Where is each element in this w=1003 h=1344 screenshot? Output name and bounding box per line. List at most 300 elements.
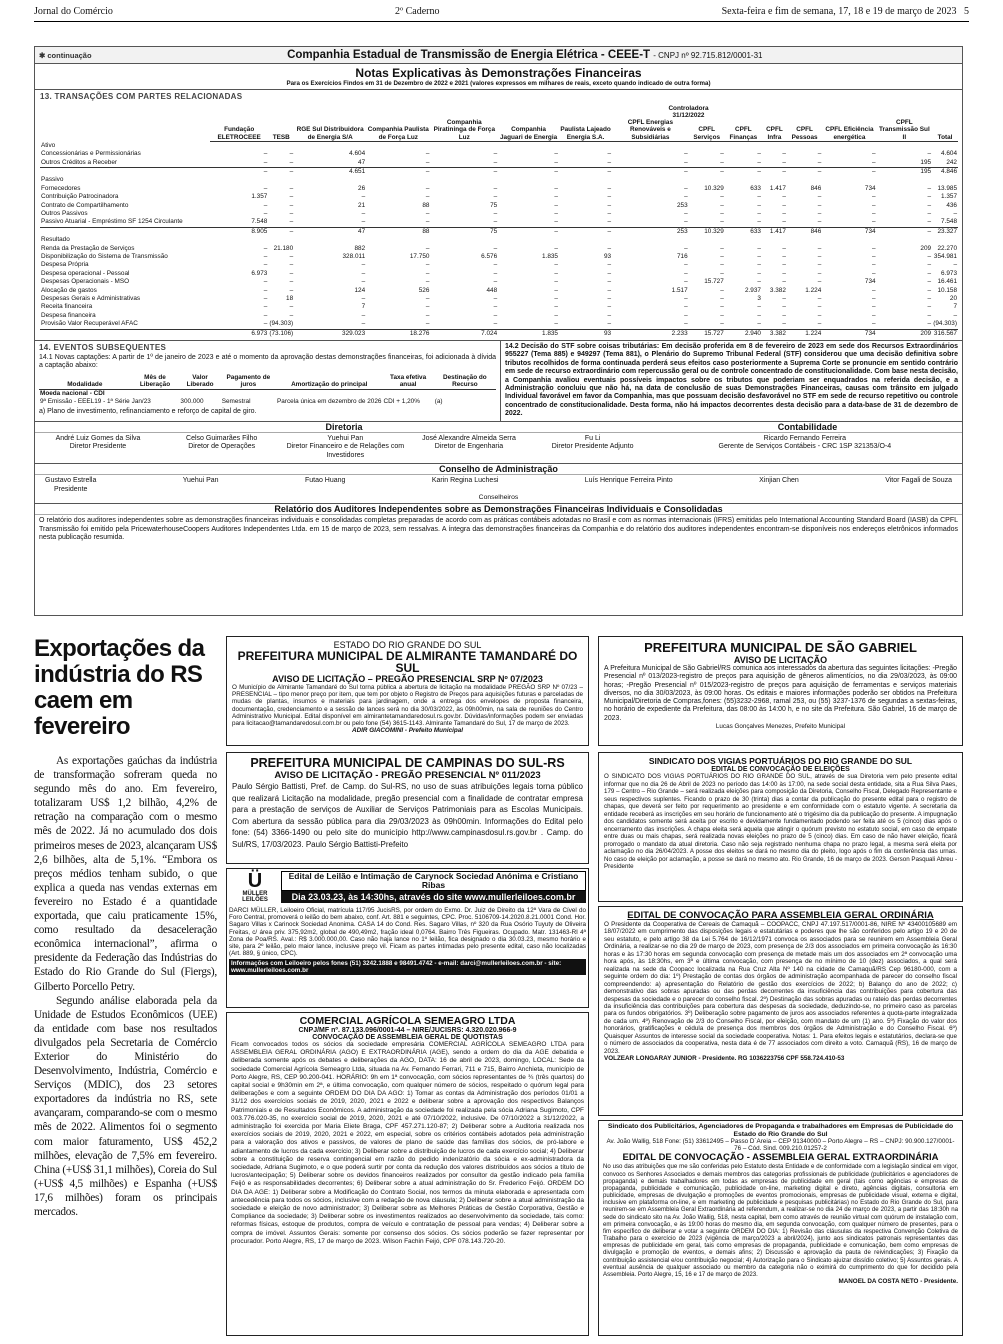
table-column-header: CPFL Eficiência energética (822, 119, 876, 142)
table-cell: – (430, 167, 498, 176)
table-cell: 4.604 (349, 150, 366, 158)
table-cell: – (720, 150, 724, 158)
table-cell: – (817, 295, 822, 303)
table-cell: – (289, 184, 294, 192)
table-cell: – (554, 150, 558, 158)
table-cell: – (684, 193, 688, 201)
table-cell: 21 (358, 201, 366, 209)
table-cell (430, 142, 498, 150)
ad-signature: ADIR GIACOMINI - Prefeito Municipal (352, 727, 463, 735)
signer-name: Vitor Fagali de Souza (885, 476, 952, 484)
table-cell: – (554, 286, 558, 294)
table-cell: – (366, 167, 430, 176)
table-cell: – (498, 167, 559, 176)
table-cell: – (263, 295, 268, 303)
table-cell: 253 (612, 227, 689, 236)
table-cell: – (493, 278, 498, 286)
auction-title: Edital de Leilão e Intimação de Carynock Sociedad Anónima e Cristiano Ribas (281, 871, 586, 891)
table-cell: 846 (787, 227, 822, 236)
table-cell: – (554, 303, 558, 311)
table-cell: – (720, 209, 724, 217)
table-cell: 7.548 (251, 218, 268, 226)
ad-subtitle: AVISO DE LICITAÇÃO (733, 655, 828, 665)
table-cell: – (263, 303, 268, 311)
funding-cell: 300.000 (180, 398, 204, 406)
table-cell: – (684, 244, 688, 252)
table-cell: 6.973 (251, 269, 268, 277)
table-cell: 23.327 (932, 227, 958, 236)
table-row (40, 142, 958, 150)
table-cell: – (684, 261, 688, 269)
ad-semeagro (226, 1012, 589, 1336)
article-paragraph-1: As exportações gaúchas da indústria de transformação sofreram queda no segundo mês do ano. Em fevereiro, totalizaram US$ 1,2 bilhão, 4,2% de retração na comparação com o mesmo mês de 2022. Já no acumulado dos dois primeiros meses de 2023, alcançaram US$ 2,6 bilhões, alta de 5,1%. “Embora os preços médios tenham subido, o que explica a queda nas vendas externas em fevereiro no Estado é a quantidade exportada, que caiu praticamente 15%, como resultado da desaceleração econômica internacional”, afirma o presidente da Federação das Indústrias do Estado do Rio Grande do Sul (Fiergs), Gilberto Porcello Petry. (34, 755, 217, 993)
signer-role: Diretor de Operações (188, 443, 256, 451)
table-cell: – (425, 209, 430, 217)
table-column-header: Total (932, 119, 958, 142)
signer-name: Luís Henrique Ferreira Pinto (584, 476, 673, 484)
table-cell: 13.985 (937, 184, 957, 192)
ad-text: O SINDICATO DOS VIGIAS PORTUÁRIOS DO RIO GRANDE DO SUL, através de sua Diretoria vem pelo presente edital informar que no dia 26 de Abril de 2023 no período das 14:00 às 17:00, na sede social desta entidade, sita a Rua Silva Paes, 179 – Centro – Rio Grande – será realizada eleições para composição da Diretoria, Conselho Fiscal, Delegado Representante e seus respectivos suplentes. Ficando o prazo de 30 (trinta) dias a contar da publicação do presente edital para o registro de chapas, que deverá ser feito por requerimento ao presidente e em conformidade com o estatuto vigente. A secretaria da entidade receberá as inscrições em seu horário de funcionamento até o trigésimo dia da publicação do presente. A impugnação dos candidatos somente será aceita por escrito e devidamente fundamentado podendo ser feita até os 5 (cinco) dias após o encerramento das inscrições. A chapa eleita será aquela que atingir o quórum previsto no estatuto social, em caso de empate entre duas ou mais chapas, será realizada novas eleições no prazo de 5 (cinco) dias. Em caso de não haver eleição, ficará prorrogado o mandato da atual diretoria. Caso não seja registrado nenhuma chapa no prazo legal, a mesma será eleita por aclamação no dia 26/04/2023. A posse dos eleitos se dará no mesmo dia do pleito, logo após o fim da conferência das urnas. No caso de eleição por aclamação, a posse se dará no mesmo ato. Rio Grande, 16 de março de 2023. Gerson Pasquali Abreu - Presidente (604, 773, 957, 870)
table-cell: 526 (418, 286, 430, 294)
table-cell: – (493, 303, 498, 311)
table-cell: – (554, 193, 558, 201)
signer-role: Presidente (53, 485, 88, 493)
table-cell: – (554, 184, 558, 192)
table-cell: – (720, 244, 724, 252)
ad-text: A Prefeitura Municipal de São Gabriel/RS comunica aos interessados da abertura das seguintes licitações: -Pregão Presencial nº 013/2023-registro de preços para aquisição de gêneros alimentícios, no dia 29/03/2023, às 09:00 horas; -Pregão Presencial nº 015/2023-registro de preços para aquisição de ferramentas e serviços materiais diversos, no dia 30/03/2023, às 09:00 horas. Os editais e maiores informações poderão ser obtidos na Prefeitura Municipal/Diretoria de Compras,fones: (55)3232-2968, ramal 253, ou (55) 3237-1376 de segundas a sextas-feiras, no horário de expediente da Prefeitura, das 08:00 às 14:00 h, e no site da Prefeitura. São Gabriel, 16 de março de 2023. (604, 665, 957, 722)
table-cell: – (607, 320, 612, 328)
table-cell: – (927, 193, 932, 201)
row-label (40, 167, 210, 176)
table-cell: – (493, 295, 498, 303)
muller-logo: Ü MÜLLER LEILÕES (229, 871, 281, 905)
table-cell: – (425, 261, 430, 269)
board-member-signature (585, 477, 673, 495)
diretoria-title: Diretoria (325, 421, 363, 432)
table-cell: – (927, 201, 932, 209)
table-cell: – (782, 150, 786, 158)
table-cell: – (782, 295, 786, 303)
table-cell: 75 (430, 227, 498, 236)
table-cell (294, 236, 366, 244)
table-row (40, 245, 958, 253)
row-label: Ativo (41, 141, 56, 149)
table-cell: – (425, 158, 430, 166)
ad-title: COMERCIAL AGRÍCOLA SEMEAGRO LTDA (299, 1015, 516, 1027)
table-cell: 6.973 (210, 329, 268, 338)
contabilidade-title: Contabilidade (777, 421, 838, 432)
table-cell: – (817, 158, 822, 166)
table-cell: 26 (358, 184, 366, 192)
table-cell: 10.329 (704, 184, 724, 192)
table-cell: – (872, 311, 876, 319)
table-cell: – (493, 184, 498, 192)
table-cell: – (684, 320, 688, 328)
table-cell: – (757, 253, 761, 260)
union-name: Sindicato dos Publicitários, Agenciadores de Propaganda e trabalhadores em Empresas de Publicidade do Estado do Rio Grande do Sul (607, 1123, 954, 1138)
row-label: Resultado (41, 236, 70, 244)
funding-cell: CDI + 1,20% (383, 398, 420, 406)
row-label (40, 227, 210, 236)
union-address: Av. João Wallig, 518 Fone: (51) 33612495 – Passo D´Areia – CEP 91340000 – Porto Alegre – RS – CNPJ: 90.900.127/0001-76 – Cód. Sind. 009.210.01257-2 (606, 1138, 955, 1153)
table-row (40, 167, 958, 176)
ad-title: PREFEITURA MUNICIPAL DE CAMPINAS DO SUL-RS (250, 756, 565, 770)
table-column-header: CPFL Energias Renováveis e Subsidiárias (612, 119, 689, 142)
table-cell: – (607, 311, 612, 319)
signer-role: Diretor Financeiro e de Relações com Investidores (286, 443, 405, 460)
table-cell: 436 (946, 201, 957, 209)
table-cell: – (268, 167, 294, 176)
article-headline: Exportações da indústria do RS caem em fevereiro (34, 635, 205, 740)
signer-role: Diretor Presidente Adjunto (551, 443, 634, 451)
table-cell (498, 236, 559, 244)
table-cell: – (493, 244, 498, 252)
signer-name: Gustavo Estrella (45, 476, 97, 484)
table-row (40, 176, 958, 184)
table-cell: – (872, 320, 876, 328)
table-cell: – (782, 311, 786, 319)
table-cell: 734 (822, 227, 876, 236)
row-label: Despesa Própria (41, 261, 89, 269)
funding-column-header: Taxa efetiva anual (382, 374, 433, 389)
table-cell: – (720, 303, 724, 311)
row-label: Fornecedores (41, 184, 81, 192)
funding-cell: Semestral (221, 398, 251, 406)
ad-title: EDITAL DE CONVOCAÇÃO PARA ASSEMBLEIA GERAL ORDINÁRIA (627, 910, 934, 921)
table-cell: – (361, 320, 366, 328)
table-cell: 734 (822, 329, 876, 338)
board-title: Conselho de Administração (35, 463, 962, 474)
director-signature (410, 435, 528, 461)
table-cell (612, 176, 689, 184)
ad-sao-gabriel (598, 636, 963, 746)
table-cell: – (953, 311, 957, 319)
table-cell (210, 236, 268, 244)
news-article (34, 636, 217, 1219)
table-cell: – (817, 218, 822, 226)
table-cell: – (493, 320, 498, 328)
table-cell: – (689, 167, 725, 176)
table-cell: – (720, 253, 724, 260)
table-cell: – (289, 150, 294, 158)
row-label: Outros Passivos (41, 209, 88, 217)
table-cell: – (872, 303, 876, 311)
table-cell: – (684, 303, 688, 311)
table-cell: – (817, 209, 822, 217)
table-cell: – (607, 201, 612, 209)
table-cell: – (872, 150, 876, 158)
table-cell: – (782, 218, 786, 226)
signer-name: Xinjian Chen (759, 476, 799, 484)
table-cell: 2.233 (612, 329, 689, 338)
table-cell: – (720, 286, 724, 294)
table-cell: 124 (354, 286, 366, 294)
director-signature (163, 435, 281, 461)
board-member-signature (183, 477, 219, 495)
table-column-header: Companhia Paulista de Força Luz (366, 119, 430, 142)
table-cell (932, 142, 958, 150)
table-cell: – (872, 261, 876, 269)
table-cell: 93 (604, 253, 612, 260)
table-row (40, 278, 958, 286)
table-cell: – (757, 218, 761, 226)
table-column-header: CPFL Pessoas (787, 119, 822, 142)
table-cell: – (289, 193, 294, 201)
table-cell: – (757, 158, 761, 166)
table-cell: – (263, 201, 268, 209)
funding-cell: (a) (434, 398, 443, 406)
signer-role: Diretor de Engenharia (434, 443, 504, 451)
stf-decision-text: 14.2 Decisão do STF sobre coisas tributárias: Em decisão proferida em 8 de fevereiro de 2023 em sede dos Recursos Extraordinários 955227 (Tema 885) e 949297 (Tema 881), o Plenário do Supremo Tribunal Federal (STF) considerou que uma decisão definitiva sobre tributos recolhidos de forma continuada perderá seus efeitos caso posteriormente a Suprema Corte se pronuncie em sentido contrário em sede de recurso extraordinário com repercussão geral ou de controle concentrado de constitucionalidade. Com base nesta decisão, a Companhia avaliou eventuais possíveis impactos sobre os tributos que poderiam ser enquadrados na referida decisão, e a Administração concluiu que não há, na data de conclusão de suas Demonstrações Financeiras, causas com trânsito em julgado Individual favorável em favor da Companhia, mas que possuam decisão desfavorável no STF em sede de recurso repetitivo ou controle concentrado de constitucionalidade. Desta forma, não há impactos decorrentes desta decisão para a data-base de 31 de dezembro de 2022. (505, 343, 958, 418)
board-member-signature (885, 477, 952, 495)
table-cell: – (263, 286, 268, 294)
signer-name: Yuehui Pan (182, 476, 219, 484)
table-column-header: RGE Sul Distribuidora de Energia S/A (294, 119, 366, 142)
table-cell: – (872, 295, 876, 303)
table-cell: 354.981 (933, 253, 957, 260)
table-cell: – (289, 261, 294, 269)
row-label (40, 329, 210, 338)
ad-text: Ficam convocados todos os sócios da sociedade empresária COMERCIAL AGRÍCOLA SEMEAGRO LTDA para ASSEMBLEIA GERAL ORDINÁRIA (AGO) E EXTRAORDINÁRIA (AGE), sendo a ordem do dia da AGE debatida e deliberada somente após os debates e deliberações da AGO, DATA: 16 de abril de 2023, domingo, LOCAL: Sede da sociedade Comercial Agrícola Semeagro Ltda, situada na Av. Fernando Ferrari, 711 e 715, Bairro Anchieta, município de Porto Alegre, RS, CEP 90.200-041. HORÁRIO: 9h em 1ª convocação, com sócios representantes de ¾ (três quartos) do capital social e 9h30min em 2ª, e última convocação, com qualquer número de sócios, respeitado o quórum legal para deliberações e com a seguinte ORDEM DO DIA DA AGO: 1) Tomar as contas da Administração dos períodos 01/01 a 31/12 dos exercícios sociais de 2019, 2020, 2021 e 2022 e deliberar sobre a aprovação dos respectivos Balanços Patrimoniais e de Resultados Econômicos. A administração da sociedade foi realizada pela sócia Adriana Sugimoto, CPF 003.776.020-35, no exercício social de 2019, 2020, 2021 e até 07/10/2022, inclusive. De 07/10/2022 a 31/12/2022, a administração foi exercida por Maria Eliete Braga, CPF 457.271.120-87; 2) Deliberar sobre a Auditoria realizada nos exercícios sociais de 2019, 2020, 2021 e 2022, em especial, sobre os critérios contábeis adotados pela administração para a valoração dos ativos e passivos, de valores de plano de saúde das famílias dos sócios, de pró-labore e adiantamento de lucros da cada exercício; 3) Deliberar sobre a distribuição de lucros de cada exercício social; 4) Deliberar sobre a constituição de reserva contingencial em razão do pedido indenizatório da sócia e ex-administradora da sociedade, Adriana Sugimoto, e o que poderá surtir por conta da redução dos valores distribuídos aos sócios a título de lucros/antecipação; 5) Deliberar sobre os devidos financeiros realizados por consultor da gestão indicado pela família Feijó e as responsabilidades decorrentes; 6) Deliberar sobre a atual administração do Sr. Frederico Feijó. ORDEM DO DIA DA AGE: 1) Deliberar sobre a Modificação do Contrato Social, nos termos da minuta elaborada e apresentada com antecedência para todos os sócios, inclusive com a redação de nova cláusula; 2) Deliberar sobre a atual administração da sociedade e eleição de novo administrador; 3) Deliberar sobre as Melhores Práticas de Gestão Corporativa, Gestão e Compliance da sociedade; 3) Deliberar sobre os investimentos realizados ao desenvolvimento da sociedade, tais como: reformas físicas, estoque de produtos, compra de veículo e contratação de pessoal para vendas; 4) Deliberar sobre a compra de imóvel. Assuntos Gerais: somente por consenso dos sócios. Os sócios poderão se fazer representar por procurador. Porto Alegre, RS, 17 de março de 2023. Wilson Fachin Feijó, CPF 078.143.720-20. (231, 1041, 584, 1245)
table-row (40, 150, 958, 158)
row-label: Despesas Operacionais - MSO (41, 278, 130, 286)
table-cell: – (927, 261, 932, 269)
table-cell: – (817, 320, 822, 328)
ad-text: O Presidente da Cooperativa de Cereais de Camaquã – COOPACC, CNPJ 47.197.517/0001-86, NIRE Nº 43400105689 em 18/07/2022 em cumprimento das disposições legais e estatutárias e poderes que lhe são conferidos pelo artigo 19 e 20 de seu estatuto, e pelo artigo 38 da Lei 5.764 de 16/12/1971 convoca os associados para se reunirem em Assembleia Geral Ordinária, a realizar-se no dia 29 de março de 2023, com presença de 2/3 dos associados em primeira convocação às 16:30 horas e às 17:30 horas em segunda convocação com presença de metade mais um dos associados em 2ª convocação uma hora após, às 18:30hs, em 3ª e última convocação, com presença de no mínimo de 10 (dez) associados, a qual será realizada na sede da Coopacc localizada na Rua Cruz Alta Nº 140 na cidade de Camaquã/RS Cep 96180-000, com a seguinte ordem do dia: 1º) Prestação de contas dos órgãos de administração acompanhada de parecer do conselho fiscal compreendendo: a) apresentação do Relatório de gestão dos exercícios de 2022; b) Balanço do ano de 2022; c) demonstrativo das sobras apuradas ou das perdas decorrentes da insuficiência das contribuições para cobertura das despesas da sociedade e o parecer do conselho fiscal. 2º) Destinação das sobras apuradas ou rateio das perdas decorrentes da insuficiência das contribuições para cobertura das despesas da sociedade, deduzindo-se, no primeiro caso as parcelas para os fundos obrigatórios. 3º) Deliberação sobre pagamento de juros aos associados referentes a quota-parte integralizada de cada um. 4º) Renovação de 2/3 do Conselho Fiscal, por eleição, com mandato de um (1) ano. 5º) Fixação do valor dos honorários, gratificações e cédula de presença dos membros dos órgãos de Administração e do Conselho Fiscal. 6º) Quaisquer Assuntos de interesse social da sociedade cooperativa. Notas: 1. Para efeitos legais e estatutários, declara-se que o número de associados da cooperativa, nesta data é de 77 associados com direito a voto. Camaquã (RS), 16 de março de 2023. (604, 921, 957, 1055)
table-cell: – (361, 311, 366, 319)
directors-signatures (35, 432, 962, 463)
notice-title-bar (35, 47, 962, 64)
signer-name: Celso Guimarães Filho (186, 434, 258, 442)
table-cell (932, 236, 958, 244)
table-cell: 448 (486, 286, 498, 294)
continuation-label: ✱ continuação (39, 50, 92, 60)
table-cell (294, 142, 366, 150)
funding-cell: Jan/23 (131, 398, 151, 406)
table-cell: – (361, 295, 366, 303)
table-cell (762, 176, 787, 184)
table-cell: – (554, 244, 558, 252)
table-cell: 4.651 (294, 167, 366, 176)
table-cell (787, 236, 822, 244)
table-cell: – (684, 311, 688, 319)
funding-column-header: Pagamento de juros (221, 374, 276, 389)
table-cell: – (493, 193, 498, 201)
ad-title: PREFEITURA MUNICIPAL DE ALMIRANTE TAMANDARÉ DO SUL (237, 649, 578, 675)
table-cell: – (289, 253, 294, 260)
table-cell: – (757, 269, 761, 277)
table-cell: – (210, 167, 268, 176)
table-column-header: TESB (268, 119, 294, 142)
table-row (40, 185, 958, 193)
table-cell: – (607, 278, 612, 286)
board-member-signature (45, 477, 96, 495)
table-cell: – (684, 278, 688, 286)
table-cell: – (554, 269, 558, 277)
table-cell: – (927, 269, 932, 277)
table-cell: 75 (490, 201, 498, 209)
table-cell: – (720, 320, 724, 328)
table-cell: – (263, 184, 268, 192)
table-cell: 209 (920, 244, 932, 252)
table-cell: – (872, 269, 876, 277)
table-cell: – (289, 269, 294, 277)
accountant-signature: Ricardo Fernando Ferreira Gerente de Serviços Contábeis - CRC 1SP 321353/O-4 (718, 434, 892, 451)
ad-state-label: ESTADO DO RIO GRANDE DO SUL (333, 640, 482, 650)
table-row (40, 320, 958, 329)
table-cell: – (607, 261, 612, 269)
table-cell: – (757, 320, 761, 328)
table-cell (430, 176, 498, 184)
table-cell (787, 176, 822, 184)
table-cell: – (757, 303, 761, 311)
table-cell: – (607, 295, 612, 303)
table-cell: – (762, 167, 787, 176)
table-cell: 1.224 (787, 329, 822, 338)
table-cell: – (817, 261, 822, 269)
table-cell: 633 (725, 227, 762, 236)
table-cell: 3.382 (762, 329, 787, 338)
table-cell: – (425, 269, 430, 277)
table-cell: – (927, 218, 932, 226)
table-cell: – (263, 244, 268, 252)
table-cell: – (757, 278, 761, 286)
ad-title: SINDICATO DOS VIGIAS PORTUÁRIOS DO RIO GRANDE DO SUL (648, 756, 913, 766)
table-cell: – (559, 227, 612, 236)
director-signature (39, 435, 157, 461)
table-row (40, 193, 958, 201)
table-cell: – (289, 201, 294, 209)
table-cell (877, 236, 932, 244)
ad-title: EDITAL DE CONVOCAÇÃO - ASSEMBLEIA GERAL EXTRAORDINÁRIA (622, 1152, 939, 1164)
table-column-header: Companhia Piratininga de Força Luz (430, 119, 498, 142)
ad-text: O Município de Almirante Tamandaré do Sul torna pública a abertura de licitação na modalidade PREGÃO SRP Nº 07/23 – PRESENCIAL – tipo menor preço por item, que tem por objeto o Registro de Preços para aquisições futuras e parceladas de mudas de plantas, insumos e materiais para jardinagem, onde a entrega dos envelopes de proposta financeira, documentação, credenciamento e a sessão de lances será no dia 30/03/2022, às 09h00min, na sala de reuniões do Centro Administrativo Municipal. Edital disponível em almirantetamandaredosul.rs.gov.br. Dúvidas/informações podem ser enviadas para licitacao@tamandaredosul.com.br ou pelo fone (54) 3615-1143. Almirante Tamandaré do Sul, 17 de março de 2023. (232, 684, 583, 728)
table-cell: 4.846 (932, 167, 958, 176)
table-cell: – (782, 201, 786, 209)
table-cell: – (289, 278, 294, 286)
table-cell: 17.750 (409, 253, 430, 260)
table-cell: 15.727 (704, 278, 724, 286)
auction-date: Dia 23.03.23, às 14:30hs, através do site www.mullerleiloes.com.br (281, 891, 586, 903)
table-cell: – (782, 209, 786, 217)
table-cell (762, 236, 787, 244)
table-cell: – (263, 261, 268, 269)
table-column-header: CPFL Infra (762, 119, 787, 142)
table-cell: – (877, 227, 932, 236)
table-cell: – (782, 261, 786, 269)
table-column-header: CPFL Finanças (725, 119, 762, 142)
table-cell: – (607, 269, 612, 277)
table-cell: – (927, 320, 932, 328)
table-cell: 93 (559, 329, 612, 338)
table-cell: 7.024 (430, 329, 498, 338)
table-cell: – (493, 158, 498, 166)
table-cell: – (425, 184, 430, 192)
table-cell (822, 236, 876, 244)
table-cell (612, 142, 689, 150)
table-cell: 1.357 (941, 193, 957, 201)
table-cell: 316.567 (933, 329, 957, 337)
table-cell: – (425, 295, 430, 303)
table-row (40, 236, 958, 244)
table-cell: – (872, 201, 876, 209)
table-cell: – (361, 278, 366, 286)
table-cell: – (425, 320, 430, 328)
table-cell: 18 (286, 295, 294, 303)
table-cell: 47 (294, 227, 366, 236)
board-members-label: Conselheiros (478, 494, 519, 502)
table-cell: – (289, 303, 294, 311)
table-cell: – (684, 295, 688, 303)
table-cell: – (817, 193, 822, 201)
signature-headers (35, 421, 962, 432)
board-member-signature (432, 477, 499, 495)
table-cell: – (554, 278, 558, 286)
table-row (40, 287, 958, 295)
table-cell: 1.417 (762, 227, 787, 236)
table-cell: – (554, 201, 558, 209)
table-cell: 7 (953, 303, 957, 311)
ad-subtitle: EDITAL DE CONVOCAÇÃO DE ELEIÇÕES (711, 766, 850, 773)
table-cell: (94.303) (269, 320, 294, 328)
table-cell (822, 176, 876, 184)
table-row (40, 329, 958, 338)
table-cell: – (872, 218, 876, 226)
table-cell: – (612, 167, 689, 176)
ad-vigias-portuarios (598, 752, 963, 902)
table-cell: – (361, 193, 366, 201)
table-cell: – (872, 158, 876, 166)
table-cell: – (927, 278, 932, 286)
table-cell: 242 (946, 158, 957, 166)
row-label: Concessionárias e Permissionárias (41, 150, 141, 158)
table-cell: – (493, 261, 498, 269)
table-cell: – (782, 320, 786, 328)
table-cell: – (872, 193, 876, 201)
table-cell: – (822, 167, 876, 176)
table-cell (294, 176, 366, 184)
table-cell: – (720, 295, 724, 303)
table-cell: 7.548 (941, 218, 957, 226)
table-cell: – (720, 193, 724, 201)
table-cell (932, 176, 958, 184)
table-cell: 1.835 (498, 329, 559, 338)
notes-header (35, 64, 962, 90)
table-cell (268, 236, 294, 244)
table-cell (822, 142, 876, 150)
table-cell: – (817, 150, 822, 158)
page-header (34, 6, 969, 22)
funding-column-header: Destinação do Recurso (434, 374, 496, 389)
signer-name: Karin Regina Luchesi (431, 476, 499, 484)
table-column-header: CPFL Transmissão Sul II (877, 119, 932, 142)
auction-contact: Informações com Leiloeiro pelos fones (51) 3242.1888 e 98491.4742 - e-mail: darci@mullerleiloes.com.br - site: www.mullerleiloes.com.br (229, 959, 586, 975)
ad-subtitle: AVISO DE LICITAÇÃO – PREGÃO PRESENCIAL SRP Nº 07/2023 (272, 674, 543, 684)
company-title: Companhia Estadual de Transmissão de Energia Elétrica - CEEE-T - CNPJ nº 92.715.812/0001-31 (287, 49, 763, 61)
table-cell: – (425, 244, 430, 252)
table-cell: – (425, 218, 430, 226)
newspaper-name: Jornal do Comércio (34, 6, 113, 17)
table-cell: – (927, 253, 932, 260)
table-column-header: Paulista Lajeado Energia S.A. (559, 119, 612, 142)
table-cell: (73.106) (269, 329, 294, 337)
table-cell: 1.517 (671, 286, 688, 294)
ad-signature: Lucas Gonçalves Menezes, Prefeito Municipal (715, 723, 846, 731)
controladora-label: Controladora 31/12/2022 (668, 105, 709, 119)
table-row (40, 270, 958, 278)
table-cell: – (425, 150, 430, 158)
table-cell (612, 236, 689, 244)
